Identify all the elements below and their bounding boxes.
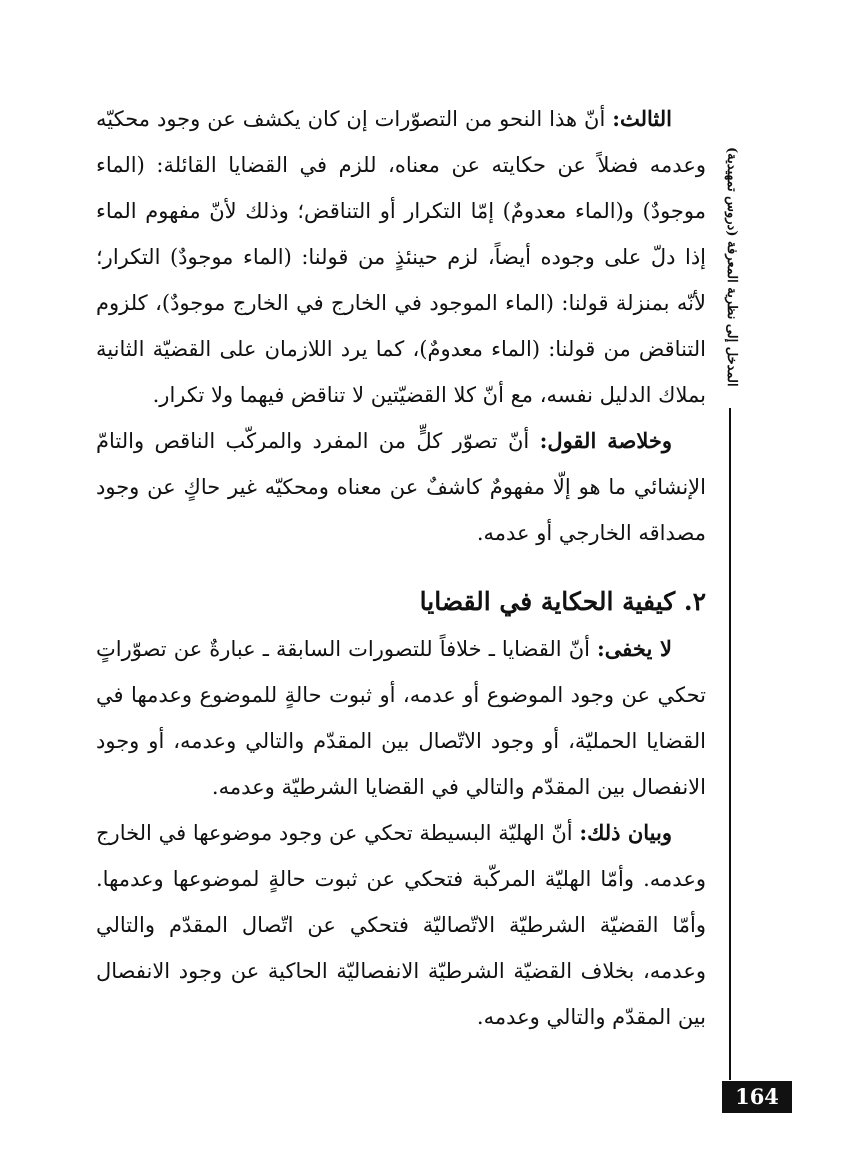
paragraph-text: أنّ تصوّر كلٍّ من المفرد والمركّب الناقص والتامّ الإنشائي ما هو إلّا مفهومٌ كاشفٌ عن معناه ومحكيّه غير حاكٍ عن وجود مصداقه الخارجي أو عدمه. — [96, 429, 706, 545]
page-body — [96, 96, 706, 1040]
paragraph-lead: وبيان ذلك: — [579, 820, 672, 845]
paragraph-summary — [96, 418, 706, 556]
section-heading: ٢. كيفية الحكاية في القضايا — [419, 587, 706, 616]
paragraph-text: أنّ الهليّة البسيطة تحكي عن وجود موضوعها في الخارج وعدمه. وأمّا الهليّة المركّبة فتحكي عن ثبوت حالةٍ لموضوعها وعدمها. وأمّا القضيّة الشرطيّة الاتّصاليّة فتحكي عن اتّصال المقدّم والتالي وعدمه، بخلاف القضيّة الشرطيّة الانفصاليّة الحاكية عن وجود الانفصال بين المقدّم والتالي وعدمه. — [96, 821, 706, 1029]
paragraph-lead: الثالث: — [612, 106, 672, 131]
side-vertical-rule — [729, 408, 731, 1080]
paragraph-text: أنّ هذا النحو من التصوّرات إن كان يكشف عن وجود محكيّه وعدمه فضلاً عن حكايته عن معناه، للزم في القضايا القائلة: (الماء موجودٌ) و(الماء معدومٌ) إمّا التكرار أو التناقض؛ وذلك لأنّ مفهوم الماء إذا دلّ على وجوده أيضاً، لزم حينئذٍ من قولنا: (الماء موجودٌ) التكرار؛ لأنّه بمنزلة قولنا: (الماء الموجود في الخارج في الخارج موجودٌ)، كلزوم التناقض من قولنا: (الماء معدومٌ)، كما يرد اللازمان على القضيّة الثانية بملاك الدليل نفسه، مع أنّ كلا القضيّتين لا تناقض فيهما ولا تكرار. — [96, 107, 706, 407]
paragraph-text: أنّ القضايا ـ خلافاً للتصورات السابقة ـ عبارةٌ عن تصوّراتٍ تحكي عن وجود الموضوع أو عدمه، أو ثبوت حالةٍ للموضوع وعدمها في القضايا الحمليّة، أو وجود الاتّصال بين المقدّم والتالي وعدمه، أو وجود الانفصال بين المقدّم والتالي في القضايا الشرطيّة وعدمه. — [96, 637, 706, 799]
running-side-title: المدخل إلى نظرية المعرفة (دروس تمهيدية) — [724, 147, 739, 387]
paragraph-lead: وخلاصة القول: — [539, 428, 672, 453]
paragraph-propositions — [96, 626, 706, 810]
paragraph-third-point — [96, 96, 706, 418]
paragraph-explanation — [96, 810, 706, 1040]
page-number: 164 — [722, 1081, 792, 1113]
paragraph-lead: لا يخفى: — [597, 636, 672, 661]
